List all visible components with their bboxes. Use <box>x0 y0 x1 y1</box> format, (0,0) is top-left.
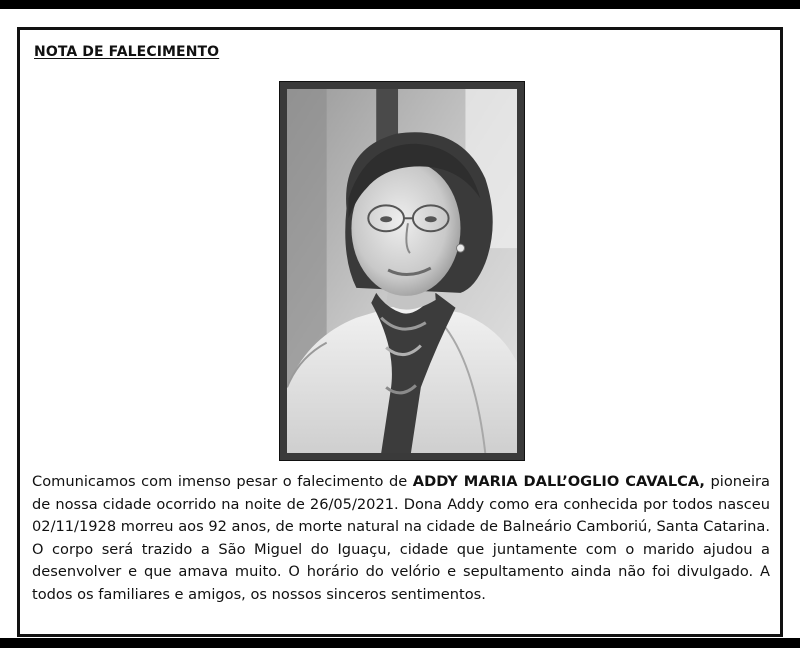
paragraph-body: pioneira de nossa cidade ocorrido na noite de 26/05/2021. Dona Addy como era conhecida por todos nasceu 02/11/1928 morreu aos 92 anos, de morte natural na cidade de Balneário Camboriú, Santa Catarina. O corpo será trazido a São Miguel do Iguaçu, cidade que juntamente com o marido ajudou a desenvolver e que amava muito. O horário do velório e sepultamento ainda não foi divulgado. A todos os familiares e amigos, os nossos sinceros sentimentos. <box>32 473 770 603</box>
notice-heading: NOTA DE FALECIMENTO <box>34 44 220 60</box>
portrait-photo <box>287 89 517 453</box>
notice-paragraph <box>32 471 770 607</box>
portrait-frame <box>279 81 525 461</box>
paragraph-intro: Comunicamos com imenso pesar o falecimento de <box>32 473 413 490</box>
deceased-name: ADDY MARIA DALL’OGLIO CAVALCA, <box>412 473 705 490</box>
notice-sheet <box>0 9 800 638</box>
notice-frame <box>17 27 783 637</box>
